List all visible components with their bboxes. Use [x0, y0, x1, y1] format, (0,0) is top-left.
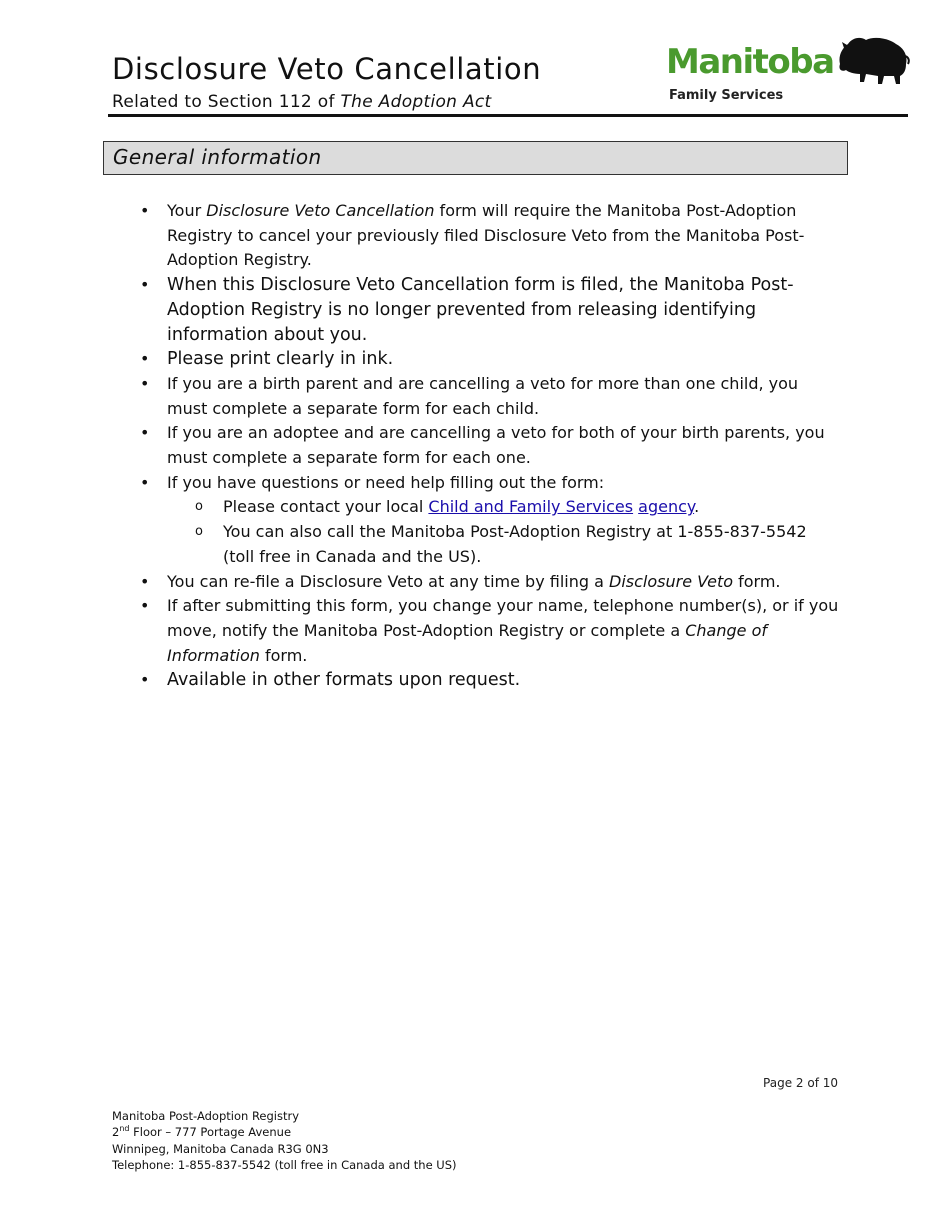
bullet-text: Please contact your local — [223, 497, 429, 517]
bullet-text: form. — [259, 645, 308, 665]
bullet-text: form will require the Manitoba Post-Adoption Registry to cancel your previously filed Disclosure Veto from the Manitoba Post-Adoption Registry. — [167, 201, 805, 270]
form-name: Change of Information — [167, 620, 767, 665]
form-title: Disclosure Veto Cancellation — [112, 52, 542, 86]
bullet-text: You can re-file a Disclosure Veto at any time by filing a — [167, 571, 609, 591]
subtitle-prefix: Related to Section 112 of — [112, 92, 341, 112]
footer-line: Winnipeg, Manitoba Canada R3G 0N3 — [112, 1141, 329, 1156]
footer-line — [112, 1124, 457, 1140]
sub-list-item — [167, 520, 840, 569]
help-sublist — [167, 495, 840, 569]
list-item — [140, 471, 840, 570]
bullet-text: If you are a birth parent and are cancelling a veto for more than one child, you must complete a separate form for each child. — [167, 373, 799, 418]
bullet-text: If you are an adoptee and are cancelling a veto for both of your birth parents, you must complete a separate form for each one. — [167, 423, 825, 468]
list-item — [140, 199, 840, 273]
list-item — [140, 570, 840, 595]
form-subtitle — [112, 92, 492, 112]
bullet-text: Available in other formats upon request. — [167, 670, 521, 691]
list-item — [140, 347, 840, 372]
footer-line: Manitoba Post-Adoption Registry — [112, 1109, 300, 1123]
act-name: The Adoption Act — [340, 92, 492, 112]
list-item — [140, 273, 840, 347]
page-number: Page 2 of 10 — [763, 1076, 838, 1090]
bullet-text: form. — [733, 571, 781, 591]
child-family-services-link[interactable]: Child and Family Services — [428, 497, 634, 517]
street-address: Floor – 777 Portage Avenue — [129, 1125, 292, 1140]
list-item — [140, 372, 840, 421]
floor-number: 2 — [112, 1125, 120, 1140]
bullet-text: Your — [167, 201, 207, 220]
bullet-text: Please print clearly in ink. — [167, 349, 394, 370]
sub-list-item — [167, 495, 840, 520]
bullet-text: When this Disclosure Veto Cancellation form is filed, the Manitoba Post-Adoption Registry is no longer prevented from releasing identifying information about you. — [167, 275, 794, 345]
bullet-text: You can also call the Manitoba Post-Adoption Registry at 1-855-837-5542 (toll free in Canada and the US). — [223, 522, 807, 566]
list-item — [140, 594, 840, 668]
logo-department: Family Services — [669, 88, 784, 103]
bison-icon — [834, 34, 910, 86]
logo-wordmark: Manitoba — [666, 42, 834, 82]
section-header — [103, 141, 848, 175]
bullet-text: . — [694, 497, 700, 517]
information-list — [140, 199, 840, 693]
header-divider — [108, 114, 908, 117]
form-name: Disclosure Veto — [609, 571, 734, 591]
footer-line: Telephone: 1-855-837-5542 (toll free in Canada and the US) — [112, 1157, 457, 1172]
bullet-text: If after submitting this form, you change your name, telephone number(s), or if you move, notify the Manitoba Post-Adoption Registry or complete a — [167, 596, 839, 640]
bullet-text: If you have questions or need help filling out the form: — [167, 472, 605, 492]
list-item — [140, 421, 840, 470]
section-title: General information — [113, 145, 322, 169]
footer-address — [112, 1108, 457, 1173]
form-name: Disclosure Veto Cancellation — [206, 201, 435, 220]
manitoba-logo — [666, 34, 910, 110]
list-item — [140, 668, 840, 693]
agency-link[interactable]: agency — [638, 497, 695, 517]
floor-suffix: nd — [119, 1124, 130, 1134]
